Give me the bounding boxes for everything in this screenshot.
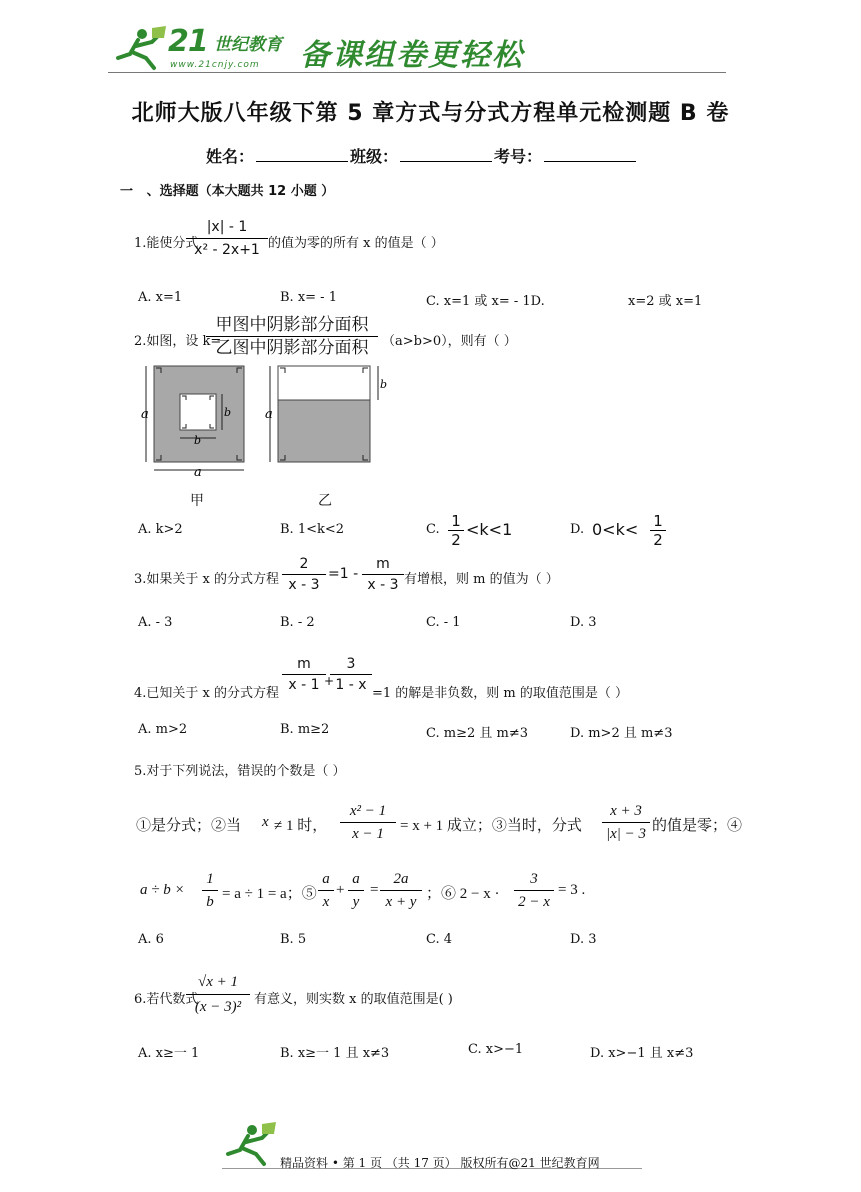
q5-line-2 (136, 866, 776, 920)
q4-option-c[interactable]: C. m≥2 且 m≠3 (426, 726, 528, 741)
q3-f1-den: x - 3 (288, 577, 320, 593)
q1-frac-numerator: |x| - 1 (186, 216, 268, 239)
q2-figures (134, 358, 394, 478)
class-field[interactable] (400, 147, 492, 162)
number-field[interactable] (544, 147, 636, 162)
q6-suffix: 有意义，则实数 x 的取值范围是( ) (254, 992, 453, 1007)
q1-option-c[interactable]: C. x=1 或 x= - 1D. (426, 294, 545, 309)
q4-option-b[interactable]: B. m≥2 (280, 722, 330, 737)
q2-option-c-den: 2 (451, 531, 461, 549)
q4-option-d[interactable]: D. m>2 且 m≠3 (570, 726, 673, 741)
q5-l2-end: = 3 . (558, 882, 586, 898)
q5-l2-f1-den: b (206, 894, 214, 910)
q5-l1-frac-num: x² − 1 (340, 800, 396, 823)
q5-line-1 (136, 800, 776, 852)
q5-l1-fraction (340, 800, 396, 845)
q3-f1-num: 2 (282, 554, 326, 575)
q4-f2-den: 1 - x (335, 677, 367, 693)
q1-fraction (186, 216, 268, 261)
q5-l2-f4-den: x + y (385, 894, 417, 910)
q3-fraction-2 (362, 554, 404, 595)
page-title: 北师大版八年级下第 5 章方式与分式方程单元检测题 B 卷 (131, 101, 730, 126)
q5-l1-frac2-num: x + 3 (602, 800, 650, 823)
q5-l2-f3-den: y (352, 894, 360, 910)
q5-l1-fraction-2 (602, 800, 650, 845)
name-label: 姓名： (206, 147, 255, 166)
q2-fraction (206, 314, 378, 359)
name-field[interactable] (256, 147, 348, 162)
q6-prefix: 6.若代数式 (134, 992, 199, 1007)
q2-option-d-fraction (650, 512, 666, 549)
q5-l2-fraction-2 (318, 868, 334, 913)
q2-prefix: 2.如图，设 k= (134, 334, 222, 349)
q5-l2-fraction-3 (348, 868, 364, 913)
q5-option-b[interactable]: B. 5 (280, 932, 307, 947)
q2-frac-numerator: 甲图中阴影部分面积 (206, 314, 378, 337)
figure-yi-label-b: b (380, 378, 388, 391)
q5-l1-text-a: ①是分式；②当 (136, 818, 242, 834)
q5-l2-fraction-4 (380, 868, 422, 913)
q3-option-b[interactable]: B. - 2 (280, 615, 315, 630)
footer-runner-icon (222, 1118, 278, 1168)
q1-suffix: 的值为零的所有 x 的值是（ ） (268, 236, 444, 251)
q4-option-a[interactable]: A. m>2 (138, 722, 188, 737)
q5-l2-f4-num: 2a (380, 868, 422, 891)
q5-stem: 5.对于下列说法，错误的个数是（ ） (134, 764, 346, 779)
q2-option-a[interactable]: A. k>2 (138, 522, 183, 537)
q2-option-b[interactable]: B. 1<k<2 (280, 522, 345, 537)
q2-option-c-letter: C. (426, 522, 440, 537)
brand-number: 21 (168, 24, 208, 59)
header-divider (108, 72, 726, 73)
q5-l1-x: x (262, 814, 269, 830)
q4-plus: + (324, 674, 335, 688)
figure-yi-shaded (278, 400, 370, 462)
slogan: 备课组卷更轻松 (300, 38, 524, 73)
q3-option-a[interactable]: A. - 3 (138, 615, 173, 630)
q2-suffix: （a>b>0），则有（ ） (382, 334, 517, 349)
q5-l2-f5-num: 3 (514, 868, 554, 891)
q4-fraction-1 (282, 654, 326, 695)
q2-option-d-text: 0<k< (592, 520, 639, 539)
q5-l2-f2-den: x (322, 894, 330, 910)
q6-option-b[interactable]: B. x≥一 1 且 x≠3 (280, 1046, 390, 1061)
q3-suffix: 有增根，则 m 的值为（ ） (404, 572, 559, 587)
q1-option-a[interactable]: A. x=1 (138, 290, 183, 305)
q1-option-d[interactable]: x=2 或 x=1 (628, 294, 703, 309)
q5-l1-eq: = x + 1 成立；③当时，分式 (400, 818, 582, 834)
q2-option-d-num: 1 (650, 512, 666, 531)
q5-l2-a: a ÷ b × (140, 882, 185, 898)
q4-f1-den: x - 1 (288, 677, 320, 693)
q5-l2-f1-num: 1 (202, 868, 218, 891)
q2-option-d-letter: D. (570, 522, 585, 537)
q2-frac-denominator: 乙图中阴影部分面积 (215, 338, 369, 358)
runner-logo-icon (112, 24, 168, 72)
q5-option-d[interactable]: D. 3 (570, 932, 597, 947)
q6-frac-num: √x + 1 (186, 970, 250, 995)
q4-suffix: =1 的解是非负数，则 m 的取值范围是（ ） (372, 686, 629, 701)
brand-name: 世纪教育 (214, 35, 282, 55)
figure-yi-label-a: a (265, 407, 273, 422)
q5-l2-fraction-5 (514, 868, 554, 913)
q5-l2-f3-num: a (348, 868, 364, 891)
number-label: 考号： (494, 147, 543, 166)
class-label: 班级： (350, 147, 399, 166)
figure-yi-caption: 乙 (318, 493, 332, 509)
q6-fraction (186, 970, 250, 1019)
q5-l2-eq: = (370, 882, 379, 898)
section-heading: 一 、选择题（本大题共 12 小题 ） (120, 184, 335, 199)
q6-option-a[interactable]: A. x≥一 1 (138, 1046, 200, 1061)
q3-fraction-1 (282, 554, 326, 595)
brand-url: www.21cnjy.com (170, 60, 260, 70)
q3-prefix: 3.如果关于 x 的分式方程 (134, 572, 279, 587)
q2-option-c[interactable] (426, 512, 536, 552)
q5-l2-fraction-1 (202, 868, 218, 913)
q4-prefix: 4.已知关于 x 的分式方程 (134, 686, 279, 701)
q6-option-d[interactable]: D. x>−1 且 x≠3 (590, 1046, 694, 1061)
q5-option-a[interactable]: A. 6 (138, 932, 164, 947)
q1-option-b[interactable]: B. x= - 1 (280, 290, 337, 305)
q3-option-c[interactable]: C. - 1 (426, 615, 461, 630)
student-info (206, 144, 638, 167)
figure-jia-label-a: a (141, 407, 149, 422)
q3-f2-den: x - 3 (367, 577, 399, 593)
q5-l1-ne: ≠ 1 时， (274, 818, 328, 834)
q2-option-d-den: 2 (653, 531, 663, 549)
q6-option-c[interactable]: C. x>−1 (468, 1042, 524, 1057)
q5-l1-frac2-den: |x| − 3 (605, 826, 647, 842)
q2-option-c-text: <k<1 (466, 520, 513, 539)
q4-f2-num: 3 (330, 654, 372, 675)
q3-option-d[interactable]: D. 3 (570, 615, 597, 630)
q5-l2-c: ；⑥ 2 − x · (426, 886, 500, 902)
q2-option-c-fraction (448, 512, 464, 549)
q1-frac-denominator: x² - 2x+1 (194, 242, 260, 258)
footer-text: 精品资料 • 第 1 页 （共 17 页） 版权所有@21 世纪教育网 (280, 1156, 600, 1170)
figure-yi (270, 366, 378, 462)
q2-option-d[interactable] (570, 512, 680, 552)
q5-l1-frac-den: x − 1 (352, 826, 384, 842)
q5-l2-b: = a ÷ 1 = a；⑤ (222, 886, 317, 902)
figure-jia-inner-square (180, 394, 216, 430)
figure-jia-label-a2: a (194, 465, 202, 478)
q5-l1-end: 的值是零；④ (652, 818, 743, 834)
q5-l2-plus: + (336, 882, 345, 898)
figure-jia-caption: 甲 (190, 493, 204, 509)
q5-l2-f2-num: a (318, 868, 334, 891)
q3-middle: =1 - (328, 566, 359, 582)
q6-frac-den: (x − 3)² (194, 999, 242, 1015)
q3-f2-num: m (362, 554, 404, 575)
q5-option-c[interactable]: C. 4 (426, 932, 453, 947)
q5-l2-f5-den: 2 − x (518, 894, 550, 910)
q2-option-c-num: 1 (448, 512, 464, 531)
q4-f1-num: m (282, 654, 326, 675)
figure-jia-label-b2: b (194, 434, 202, 447)
q1-prefix: 1.能使分式 (134, 236, 199, 251)
q4-fraction-2 (330, 654, 372, 695)
figure-jia-label-b: b (224, 406, 232, 419)
